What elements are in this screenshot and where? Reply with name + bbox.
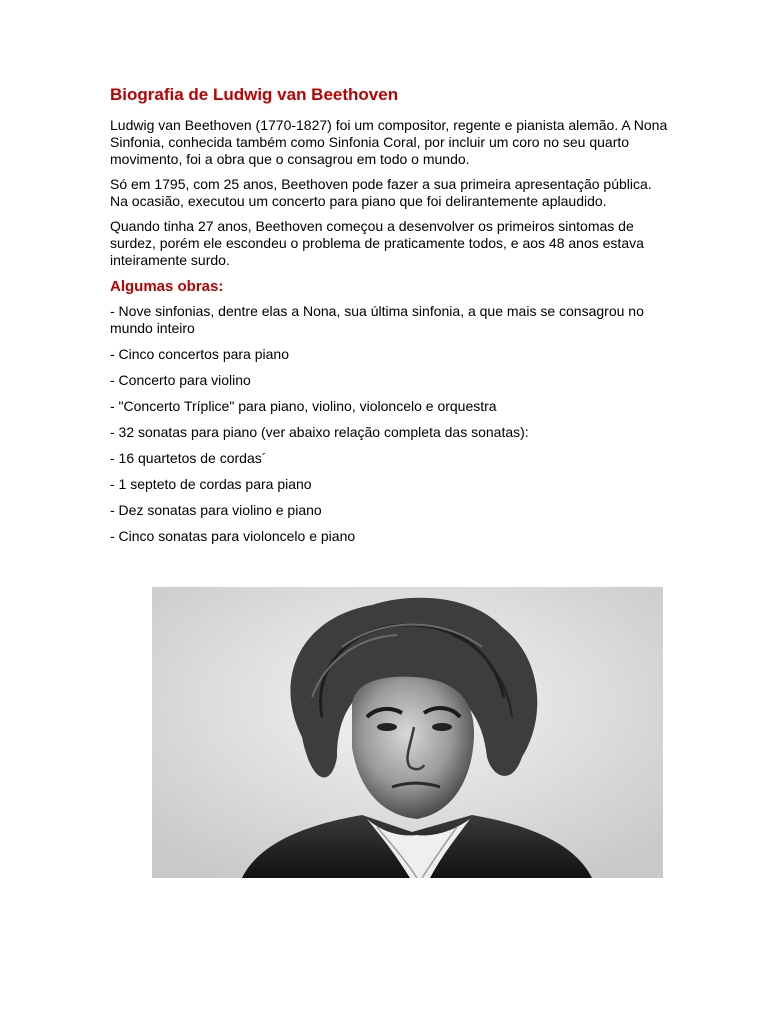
list-item: - 32 sonatas para piano (ver abaixo relação completa das sonatas):: [110, 424, 529, 440]
works-heading: Algumas obras:: [110, 278, 224, 295]
paragraph-deafness: Quando tinha 27 anos, Beethoven começou a desenvolver os primeiros sintomas de surdez, porém ele escondeu o problema de praticamente todos, e aos 48 anos estava inteiramente surdo.: [110, 218, 644, 268]
list-item: - Nove sinfonias, dentre elas a Nona, sua última sinfonia, a que mais se consagrou no mundo inteiro: [110, 303, 644, 336]
list-item: - Cinco sonatas para violoncelo e piano: [110, 528, 356, 544]
list-item: - "Concerto Tríplice" para piano, violino, violoncelo e orquestra: [110, 398, 497, 414]
paragraph-intro: Ludwig van Beethoven (1770-1827) foi um compositor, regente e pianista alemão. A Nona Sinfonia, conhecida também como Sinfonia Coral, por incluir um coro no seu quarto movimento, foi a obra que o consagrou em todo o mundo.: [110, 117, 668, 167]
paragraph-debut: Só em 1795, com 25 anos, Beethoven pode fazer a sua primeira apresentação pública. Na ocasião, executou um concerto para piano que foi delirantemente aplaudido.: [110, 176, 652, 209]
works-list: [110, 303, 670, 545]
document-title: Biografia de Ludwig van Beethoven: [110, 85, 399, 104]
list-item: - Cinco concertos para piano: [110, 346, 289, 362]
portrait-illustration: [152, 587, 663, 878]
list-item: - Concerto para violino: [110, 372, 251, 388]
document-body: [110, 84, 670, 554]
list-item: - 1 septeto de cordas para piano: [110, 476, 312, 492]
beethoven-portrait-image: [152, 587, 663, 878]
list-item: - 16 quartetos de cordas´: [110, 450, 267, 466]
list-item: - Dez sonatas para violino e piano: [110, 502, 322, 518]
